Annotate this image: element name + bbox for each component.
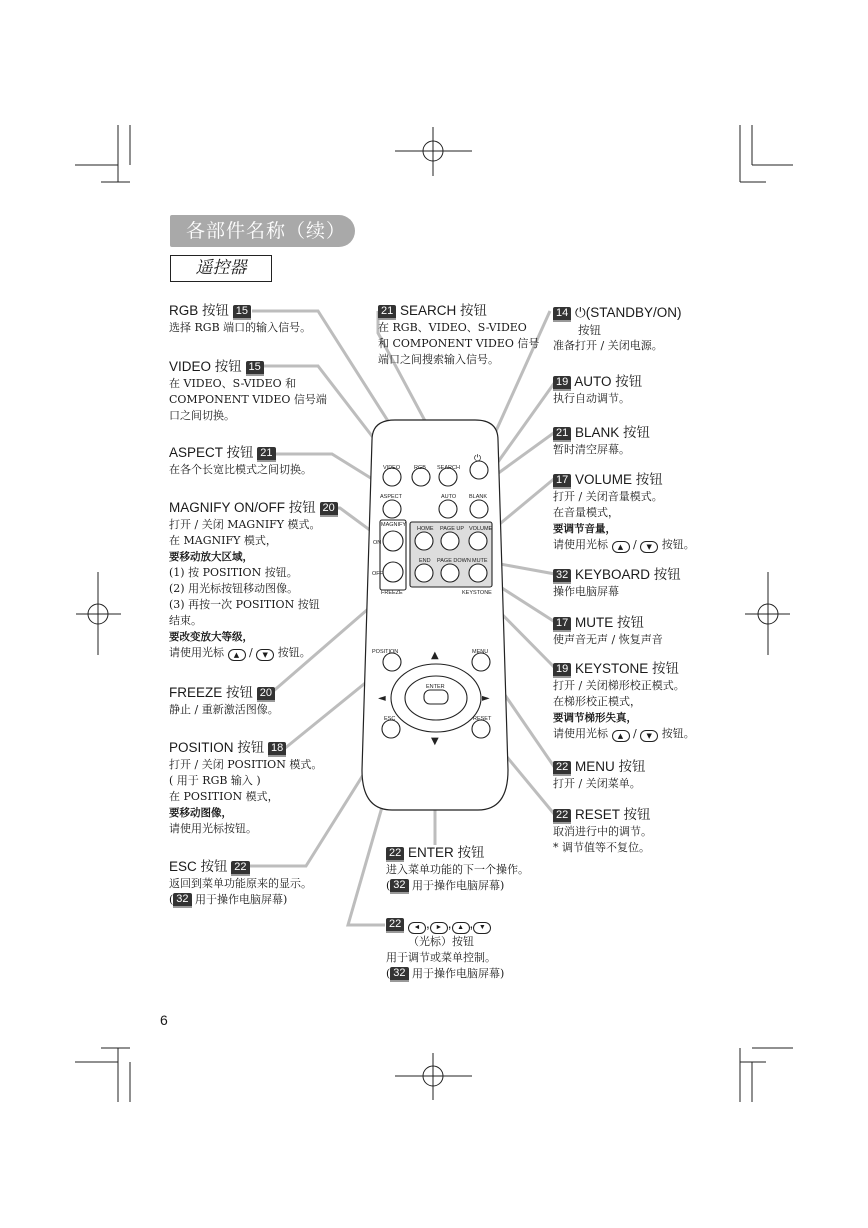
search-desc-3: 端口之间搜索输入信号。 [378, 353, 499, 366]
remote-title: 遥控器 [170, 255, 272, 282]
left-glyph: ◄ [413, 924, 421, 931]
remote-label-page-up: PAGE UP [440, 526, 465, 532]
up-glyph: ▲ [617, 732, 624, 740]
keystone-desc-1: 打开 / 关闭梯形校正模式。 [553, 679, 685, 692]
reset-page-ref: 22 [553, 809, 571, 824]
right-glyph: ► [435, 924, 443, 931]
separator: / [633, 538, 637, 551]
remote-label-auto: AUTO [441, 494, 457, 500]
remote-label-position: POSITION [372, 649, 399, 655]
reset-button-entry [553, 806, 728, 856]
blank-button-entry [553, 424, 728, 458]
magnify-step-3: (3) 再按一次 POSITION 按钮 [169, 598, 320, 611]
comma-3: , [469, 916, 474, 931]
magnify-desc-2: 在 MAGNIFY 模式， [169, 534, 277, 547]
aspect-page-ref: 21 [257, 447, 275, 462]
keystone-cursor-line [553, 726, 728, 742]
up-glyph: ▲ [233, 651, 240, 659]
up-glyph: ▲ [617, 543, 624, 551]
comma-1: , [426, 916, 430, 931]
volume-title: VOLUME 按钮 [575, 472, 663, 487]
remote-label-keystone: KEYSTONE [462, 590, 492, 596]
aspect-button-entry [169, 444, 344, 478]
magnify-page-ref: 20 [320, 502, 338, 517]
esc-button-entry [169, 858, 344, 908]
separator: / [633, 727, 637, 740]
down-arrow-icon [256, 649, 274, 661]
enter-title: ENTER 按钮 [408, 845, 485, 860]
magnify-bold-2: 要改变放大等级， [169, 631, 253, 643]
down-glyph: ▼ [646, 732, 652, 740]
auto-page-ref: 19 [553, 376, 571, 391]
down-glyph: ▼ [646, 543, 652, 551]
keystone-desc-2: 在梯形校正模式， [553, 695, 641, 708]
magnify-button-entry [169, 499, 344, 661]
aspect-title: ASPECT 按钮 [169, 445, 254, 460]
cursor-desc-1: 用于调节或菜单控制。 [386, 951, 496, 964]
search-title: SEARCH 按钮 [400, 303, 488, 318]
position-button-entry [169, 739, 344, 837]
reset-title: RESET 按钮 [575, 807, 651, 822]
search-button-entry [378, 302, 553, 368]
cursor-line-suffix: 按钮。 [661, 727, 695, 740]
reset-desc-1: 取消进行中的调节。 [553, 825, 652, 838]
right-arrow-icon [430, 922, 448, 934]
esc-sub-text: 用于操作电脑屏幕) [195, 893, 288, 906]
volume-button-entry [553, 471, 728, 553]
page-number: 6 [160, 1012, 168, 1028]
remote-label-blank: BLANK [469, 494, 488, 500]
remote-label-magnify: MAGNIFY [381, 522, 407, 528]
magnify-cursor-line [169, 645, 344, 661]
magnify-step-1: (1) 按 POSITION 按钮。 [169, 566, 298, 579]
cursor-line-prefix: 请使用光标 [553, 727, 608, 740]
enter-sub-text: 用于操作电脑屏幕) [412, 879, 505, 892]
esc-title: ESC 按钮 [169, 859, 228, 874]
freeze-button-entry [169, 684, 344, 718]
menu-title: MENU 按钮 [575, 759, 646, 774]
video-page-ref: 15 [246, 361, 264, 376]
video-desc-1: 在 VIDEO、S-VIDEO 和 [169, 377, 297, 390]
remote-label-reset: RESET [473, 716, 492, 722]
keyboard-title: KEYBOARD 按钮 [575, 567, 681, 582]
remote-label-esc: ESC [384, 716, 396, 722]
mute-title: MUTE 按钮 [575, 615, 645, 630]
keyboard-page-ref: 32 [553, 569, 571, 584]
cursor-sub-text: 用于操作电脑屏幕) [412, 967, 505, 980]
volume-desc-1: 打开 / 关闭音量模式。 [553, 490, 663, 503]
remote-label-aspect: ASPECT [380, 494, 403, 500]
magnify-step-2: (2) 用光标按钮移动图像。 [169, 582, 299, 595]
cursor-line-suffix: 按钮。 [661, 538, 695, 551]
section-title: 各部件名称（续） [170, 215, 355, 247]
esc-desc-2: ( 32 用于操作电脑屏幕) [169, 893, 288, 906]
cursor-page-ref: 22 [386, 918, 404, 933]
up-arrow-icon [612, 730, 630, 742]
remote-label-mute: MUTE [472, 558, 488, 564]
remote-label-search: SEARCH [437, 465, 460, 471]
search-desc-2: 和 COMPONENT VIDEO 信号 [378, 337, 540, 350]
magnify-title: MAGNIFY ON/OFF 按钮 [169, 500, 316, 515]
esc-sub-ref: 32 [173, 893, 191, 908]
enter-desc-1: 进入菜单功能的下一个操作。 [386, 863, 529, 876]
up-glyph: ▲ [457, 924, 465, 931]
cursor-buttons-entry [386, 915, 561, 982]
mute-button-entry [553, 614, 728, 648]
rgb-page-ref: 15 [233, 305, 251, 320]
menu-page-ref: 22 [553, 761, 571, 776]
remote-label-off: OFF [372, 571, 383, 577]
blank-title: BLANK 按钮 [575, 425, 651, 440]
rgb-title: RGB 按钮 [169, 303, 230, 318]
keystone-bold-1: 要调节梯形失真， [553, 712, 637, 724]
mute-desc-1: 使声音无声 / 恢复声音 [553, 633, 663, 646]
cursor-line-suffix: 按钮。 [277, 646, 311, 659]
keystone-page-ref: 19 [553, 663, 571, 678]
menu-desc-1: 打开 / 关闭菜单。 [553, 777, 641, 790]
video-title: VIDEO 按钮 [169, 359, 242, 374]
volume-desc-2: 在音量模式， [553, 506, 619, 519]
keyboard-desc-1: 操作电脑屏幕 [553, 585, 619, 598]
standby-title: (STANDBY/ON) [585, 305, 682, 320]
cursor-line-prefix: 请使用光标 [169, 646, 224, 659]
reset-desc-2: * 调节值等不复位。 [553, 841, 650, 854]
left-arrow-icon [408, 922, 426, 934]
enter-page-ref: 22 [386, 847, 404, 862]
esc-desc-1: 返回到菜单功能原来的显示。 [169, 877, 312, 890]
up-arrow-icon [612, 541, 630, 553]
remote-glyph-right: ► [482, 693, 490, 704]
cursor-desc-2: ( 32 用于操作电脑屏幕) [386, 967, 505, 980]
down-glyph: ▼ [478, 924, 486, 931]
remote-label-enter: ENTER [426, 684, 445, 690]
cursor-title: （光标）按钮 [408, 935, 474, 948]
keystone-title: KEYSTONE 按钮 [575, 661, 680, 676]
blank-desc-1: 暂时清空屏幕。 [553, 443, 630, 456]
position-title: POSITION 按钮 [169, 740, 265, 755]
video-desc-2: COMPONENT VIDEO 信号端 [169, 393, 327, 406]
enter-desc-2: ( 32 用于操作电脑屏幕) [386, 879, 505, 892]
keystone-button-entry [553, 660, 728, 742]
remote-label-rgb: RGB [414, 465, 426, 471]
enter-button-entry [386, 844, 561, 894]
rgb-button-entry [169, 302, 344, 336]
separator: / [249, 646, 253, 659]
remote-label-menu: MENU [472, 649, 489, 655]
position-desc-2: ( 用于 RGB 输入 ) [169, 774, 261, 787]
down-arrow-icon [640, 730, 658, 742]
volume-bold-1: 要调节音量， [553, 523, 616, 535]
remote-label-video: VIDEO [383, 465, 401, 471]
power-icon: ⏻ [575, 305, 586, 320]
volume-cursor-line [553, 537, 728, 553]
auto-button-entry [553, 373, 728, 407]
remote-glyph-left: ◄ [378, 693, 386, 704]
cursor-line-prefix: 请使用光标 [553, 538, 608, 551]
remote-glyph-up: ▲ [431, 650, 439, 661]
video-button-entry [169, 358, 344, 424]
remote-glyph-power: ⏻ [474, 454, 482, 464]
remote-label-home: HOME [417, 526, 434, 532]
down-glyph: ▼ [262, 651, 268, 659]
cursor-sub-ref: 32 [390, 967, 408, 982]
auto-title: AUTO 按钮 [574, 374, 643, 389]
standby-desc-1: 准备打开 / 关闭电源。 [553, 339, 663, 352]
remote-label-freeze: FREEZE [381, 590, 403, 596]
position-bold-1: 要移动图像， [169, 807, 232, 819]
down-arrow-icon [640, 541, 658, 553]
search-page-ref: 21 [378, 305, 396, 320]
position-page-ref: 18 [268, 742, 286, 757]
auto-desc-1: 执行自动调节。 [553, 392, 630, 405]
video-desc-3: 口之间切换。 [169, 409, 235, 422]
blank-page-ref: 21 [553, 427, 571, 442]
remote-label-page-down: PAGE DOWN [437, 558, 471, 564]
rgb-desc-1: 选择 RGB 端口的输入信号。 [169, 321, 312, 334]
magnify-desc-1: 打开 / 关闭 MAGNIFY 模式。 [169, 518, 321, 531]
up-arrow-icon [228, 649, 246, 661]
freeze-title: FREEZE 按钮 [169, 685, 254, 700]
standby-title-2: 按钮 [578, 323, 601, 337]
aspect-desc-1: 在各个长宽比模式之间切换。 [169, 463, 312, 476]
position-desc-4: 请使用光标按钮。 [169, 822, 257, 835]
volume-page-ref: 17 [553, 474, 571, 489]
comma-2: , [447, 916, 452, 931]
standby-button-entry [553, 304, 728, 354]
mute-page-ref: 17 [553, 617, 571, 632]
enter-sub-ref: 32 [390, 879, 408, 894]
freeze-page-ref: 20 [257, 687, 275, 702]
position-desc-3: 在 POSITION 模式， [169, 790, 279, 803]
remote-label-volume: VOLUME [469, 526, 493, 532]
magnify-bold-1: 要移动放大区域， [169, 551, 253, 563]
magnify-step-3b: 结束。 [169, 614, 202, 627]
down-arrow-icon [473, 922, 491, 934]
up-arrow-icon [452, 922, 470, 934]
menu-button-entry [553, 758, 728, 792]
position-desc-1: 打开 / 关闭 POSITION 模式。 [169, 758, 323, 771]
standby-page-ref: 14 [553, 307, 571, 322]
esc-page-ref: 22 [231, 861, 249, 876]
remote-label-end: END [419, 558, 431, 564]
freeze-desc-1: 静止 / 重新激活图像。 [169, 703, 279, 716]
search-desc-1: 在 RGB、VIDEO、S-VIDEO [378, 321, 527, 334]
keyboard-button-entry [553, 566, 728, 600]
remote-label-on: ON [373, 540, 382, 546]
remote-glyph-down: ▼ [431, 736, 439, 747]
